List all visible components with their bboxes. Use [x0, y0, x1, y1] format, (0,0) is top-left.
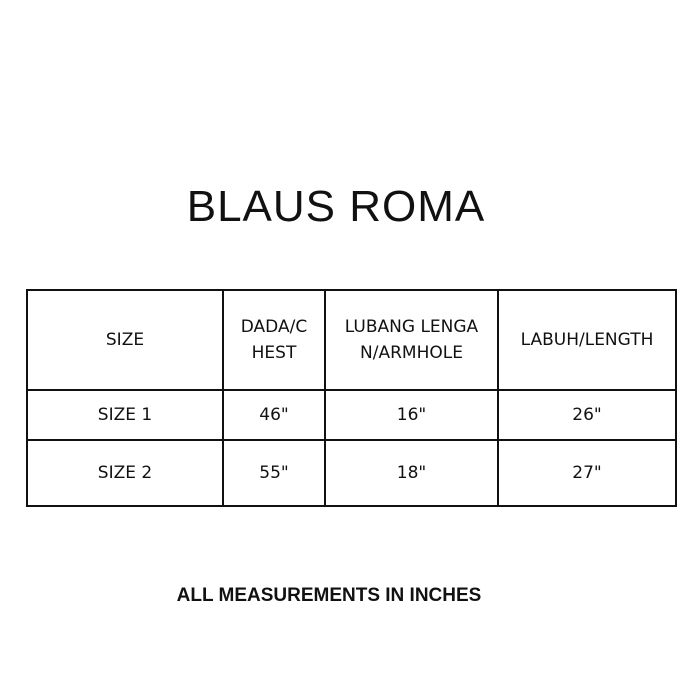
table-row: [27, 390, 676, 440]
table-cell-chest: 55": [223, 440, 325, 506]
table-cell-size: SIZE 1: [27, 390, 223, 440]
page-title: BLAUS ROMA: [186, 182, 486, 231]
measurement-note: ALL MEASUREMENTS IN INCHES: [176, 585, 482, 606]
header-cell-length: LABUH/LENGTH: [498, 290, 676, 390]
table-cell-armhole: 16": [325, 390, 498, 440]
header-cell-size: SIZE: [27, 290, 223, 390]
header-cell-armhole: LUBANG LENGAN/ARMHOLE: [325, 290, 498, 390]
table-row: [27, 440, 676, 506]
header-cell-chest: DADA/CHEST: [223, 290, 325, 390]
size-chart-table: [26, 289, 677, 507]
table-cell-size: SIZE 2: [27, 440, 223, 506]
table-cell-length: 27": [498, 440, 676, 506]
table-cell-armhole: 18": [325, 440, 498, 506]
table-cell-length: 26": [498, 390, 676, 440]
table-header-row: [27, 290, 676, 390]
table-cell-chest: 46": [223, 390, 325, 440]
